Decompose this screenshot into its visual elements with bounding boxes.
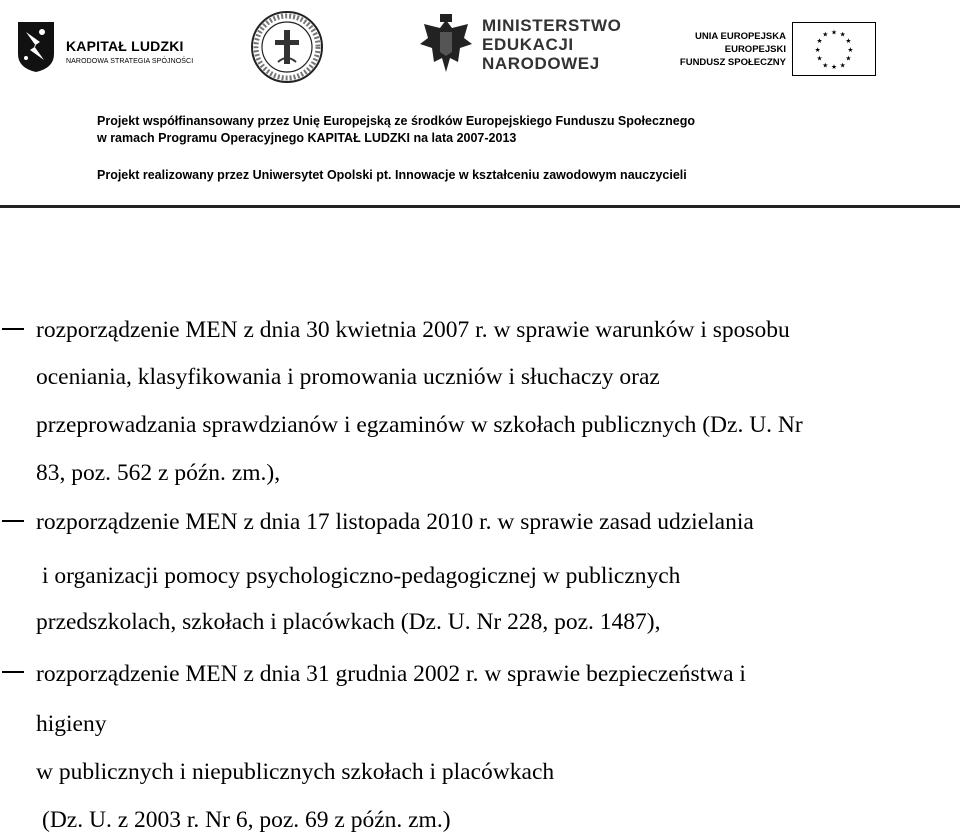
item3-line4: (Dz. U. z 2003 r. Nr 6, poz. 69 z późn. zm.) xyxy=(42,807,451,833)
university-seal xyxy=(250,10,324,84)
svg-text:★: ★ xyxy=(839,61,846,70)
item1-line1: rozporządzenie MEN z dnia 30 kwietnia 2007 r. w sprawie warunków i sposobu xyxy=(36,317,790,343)
kapital-ludzki-title: KAPITAŁ LUDZKI xyxy=(66,38,184,54)
kapital-ludzki-emblem-icon xyxy=(14,20,58,74)
item2-line2: i organizacji pomocy psychologiczno-pedagogicznej w publicznych xyxy=(42,563,681,589)
svg-text:★: ★ xyxy=(839,30,846,39)
logo-row xyxy=(0,8,960,78)
item3-line1: rozporządzenie MEN z dnia 31 grudnia 2002 r. w sprawie bezpieczeństwa i xyxy=(36,661,746,687)
kapital-ludzki-subtitle: NARODOWA STRATEGIA SPÓJNOŚCI xyxy=(66,58,194,65)
svg-text:★: ★ xyxy=(830,63,838,72)
header-divider xyxy=(0,205,960,208)
bullet-dash xyxy=(2,328,24,330)
eu-logo xyxy=(679,22,876,78)
project-realized-line: Projekt realizowany przez Uniwersytet Opolski pt. Innowacje w kształceniu zawodowym nauczycieli xyxy=(97,168,687,182)
bullet-dash xyxy=(2,671,24,673)
svg-text:★: ★ xyxy=(847,45,854,54)
project-cofinanced-line: Projekt współfinansowany przez Unię Europejską ze środków Europejskiego Funduszu Społecznego xyxy=(97,114,696,128)
ministry-name xyxy=(482,16,621,73)
ministry-line3: NARODOWEJ xyxy=(482,54,600,73)
item2-line1: rozporządzenie MEN z dnia 17 listopada 2010 r. w sprawie zasad udzielania xyxy=(36,509,754,535)
ministry-line2: EDUKACJI xyxy=(482,35,574,54)
eu-line3: FUNDUSZ SPOŁECZNY xyxy=(679,57,786,68)
svg-text:★: ★ xyxy=(845,54,852,63)
university-seal-icon xyxy=(250,10,324,84)
eu-text xyxy=(680,30,786,69)
svg-text:★: ★ xyxy=(822,30,829,39)
ministry-logo xyxy=(418,14,638,80)
project-program-line: w ramach Programu Operacyjnego KAPITAŁ LUDZKI na lata 2007-2013 xyxy=(97,131,517,145)
item3-line3: w publicznych i niepublicznych szkołach i placówkach xyxy=(36,759,555,785)
item1-line3: przeprowadzania sprawdzianów i egzaminów w szkołach publicznych (Dz. U. Nr xyxy=(36,412,803,438)
item1-line4: 83, poz. 562 z późn. zm.), xyxy=(36,460,281,486)
item1-line2: oceniania, klasyfikowania i promowania uczniów i słuchaczy oraz xyxy=(36,364,660,390)
svg-text:★: ★ xyxy=(822,61,829,70)
eu-line1: UNIA EUROPEJSKA xyxy=(695,31,786,42)
kapital-ludzki-logo xyxy=(14,16,204,76)
item2-line3: przedszkolach, szkołach i placówkach (Dz. U. Nr 228, poz. 1487), xyxy=(36,609,661,635)
bullet-dash xyxy=(2,520,24,522)
eu-line2: EUROPEJSKI xyxy=(724,44,786,55)
svg-text:★: ★ xyxy=(830,28,838,37)
svg-text:★: ★ xyxy=(845,37,852,46)
ministry-line1: MINISTERSTWO xyxy=(482,16,622,35)
svg-text:★: ★ xyxy=(816,37,823,46)
item3-line2: higieny xyxy=(36,711,107,737)
document-header xyxy=(0,0,960,210)
svg-text:★: ★ xyxy=(816,54,823,63)
eu-flag-icon xyxy=(792,22,876,76)
eagle-emblem-icon xyxy=(418,14,474,76)
svg-text:★: ★ xyxy=(814,45,821,54)
